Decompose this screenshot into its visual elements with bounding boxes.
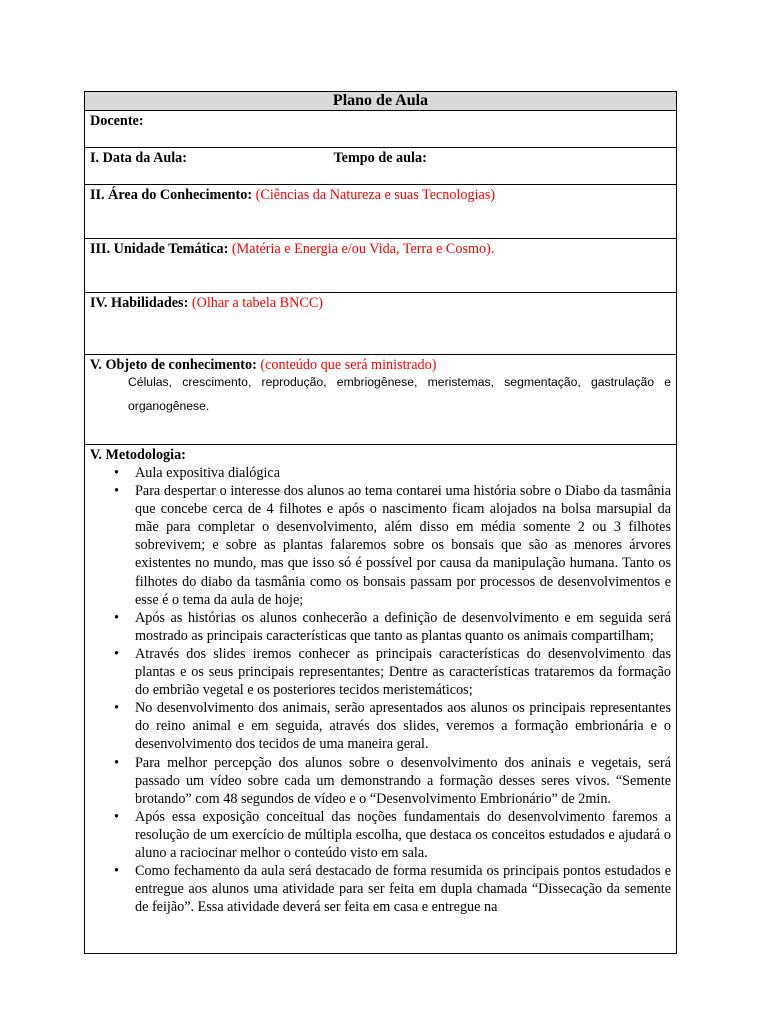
metodologia-row: [85, 445, 677, 954]
unidade-label: III. Unidade Temática:: [90, 241, 229, 257]
metodologia-list: [90, 464, 671, 916]
page-title: Plano de Aula: [85, 92, 677, 111]
objeto-row: [85, 355, 677, 445]
title-row: [85, 92, 677, 111]
area-value: (Ciências da Natureza e suas Tecnologias): [255, 187, 496, 203]
list-item: • Para melhor percepção dos alunos sobre o desenvolvimento dos aninais e vegetais, será passado um vídeo sobre cada um demonstrando a formação desses seres vivos. “Semente brotando” com 48 segundos de vídeo e o “Desenvolvimento Embrionário” de 2min.: [135, 754, 671, 808]
list-item: • Para despertar o interesse dos alunos ao tema contarei uma história sobre o Diabo da tasmânia que concebe cerca de 4 filhotes e após o nascimento ficam alojados na bolsa marsupial da mãe para completar o desenvolvimento, além disso em média somente 2 ou 3 filhotes sobrevivem; e sobre as plantas falaremos sobre os bonsais que são as menores árvores existentes no mundo, mas que isso só é possível por causa da manipulação humana. Tanto os filhotes do diabo da tasmânia como os bonsais passam por processos de desenvolvimentos e esse é o tema da aula de hoje;: [135, 482, 671, 609]
unidade-row: [85, 239, 677, 293]
list-item: • No desenvolvimento dos animais, serão apresentados aos alunos os principais representantes do reino animal e em seguida, através dos slides, veremos a formação embrionária e o desenvolvimento dos tecidos de uma maneira geral.: [135, 699, 671, 753]
list-item: • Como fechamento da aula será destacado de forma resumida os principais pontos estudados e entregue aos alunos uma atividade para ser feita em dupla chamada “Dissecação da semente de feijão”. Essa atividade deverá ser feita em casa e entregue na: [135, 862, 671, 916]
list-item: • Através dos slides iremos conhecer as principais características do desenvolvimento das plantas e os seus principais representantes; Dentre as características trataremos da formação do embrião vegetal e os posteriores tecidos meristemáticos;: [135, 645, 671, 699]
area-label: II. Área do Conhecimento:: [90, 187, 253, 203]
objeto-label: V. Objeto de conhecimento:: [90, 357, 257, 373]
objeto-value: (conteúdo que será ministrado): [260, 357, 437, 373]
list-item: • Após essa exposição conceitual das noções fundamentais do desenvolvimento faremos a resolução de um exercício de múltipla escolha, que destaca os conceitos estudados e ajudará o aluno a raciocinar melhor o conteúdo visto em sala.: [135, 808, 671, 862]
habilidades-row: [85, 293, 677, 355]
lesson-plan-table: [84, 91, 677, 954]
data-aula-label: I. Data da Aula:: [90, 150, 187, 166]
habilidades-label: IV. Habilidades:: [90, 295, 189, 311]
docente-row: [85, 111, 677, 148]
docente-label: Docente:: [90, 113, 144, 129]
habilidades-value: (Olhar a tabela BNCC): [191, 295, 324, 311]
unidade-value: (Matéria e Energia e/ou Vida, Terra e Cosmo).: [231, 241, 495, 257]
list-item: • Aula expositiva dialógica: [135, 464, 671, 482]
objeto-text: Células, crescimento, reprodução, embriogênese, meristemas, segmentação, gastrulação e organogênese.: [128, 375, 671, 413]
metodologia-label: V. Metodologia:: [90, 447, 186, 463]
list-item: • Após as histórias os alunos conhecerão a definição de desenvolvimento e em seguida será mostrado as principais características que tanto as plantas quanto os animais compartilham;: [135, 609, 671, 645]
tempo-aula-label: Tempo de aula:: [333, 150, 427, 166]
data-aula-row: [85, 148, 677, 185]
area-row: [85, 185, 677, 239]
